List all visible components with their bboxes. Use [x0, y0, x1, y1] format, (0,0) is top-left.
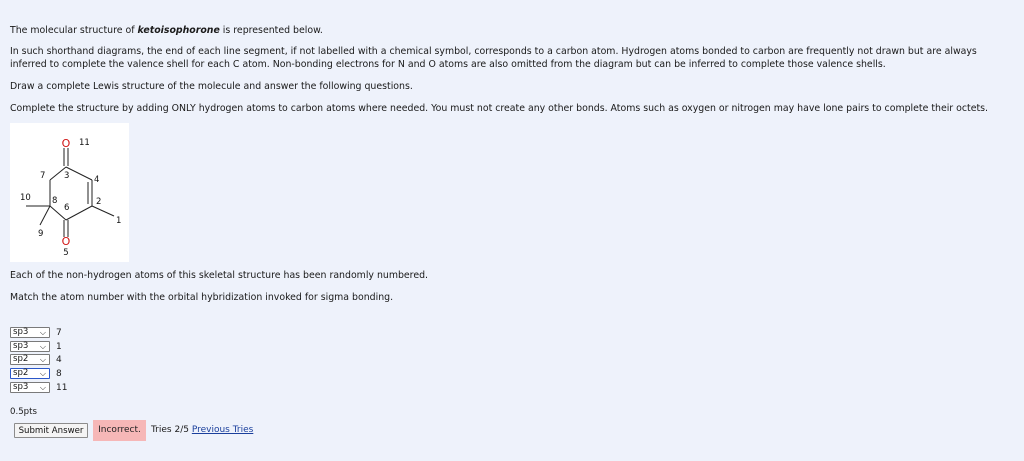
- molecule-svg: [10, 123, 129, 262]
- chevron-down-icon: ⌵: [39, 369, 46, 378]
- atom-label-8: 8: [52, 196, 58, 206]
- atom-number: 11: [56, 382, 68, 393]
- tries-count: Tries 2/5: [151, 425, 189, 435]
- atom-number: 4: [56, 354, 62, 365]
- match-instruction: Match the atom number with the orbital hybridization invoked for sigma bonding.: [10, 292, 394, 303]
- atom-label-9: 9: [38, 229, 44, 239]
- chevron-down-icon: ⌵: [39, 342, 46, 351]
- atom-number: 7: [56, 327, 62, 338]
- atom-label-10: 10: [20, 193, 31, 203]
- bond-c2-c6: [66, 206, 92, 220]
- chevron-down-icon: ⌵: [39, 383, 46, 392]
- hybridization-select[interactable]: [10, 354, 50, 365]
- atom-label-3: 3: [64, 171, 70, 181]
- points-label: 0.5pts: [10, 407, 37, 417]
- intro-prefix: The molecular structure of: [10, 25, 138, 36]
- atom-label-1: 1: [116, 216, 122, 226]
- atom-label-5: 5: [63, 248, 69, 258]
- previous-tries-link[interactable]: Previous Tries: [191, 425, 254, 435]
- atom-number: 1: [56, 341, 62, 352]
- molecule-name: ketoisophorone: [137, 25, 220, 36]
- submit-answer-button[interactable]: Submit Answer: [14, 423, 88, 438]
- chevron-down-icon: ⌵: [39, 328, 46, 337]
- hybridization-row: [10, 340, 62, 353]
- oxygen-5-symbol: O: [61, 235, 71, 248]
- complete-instruction: Complete the structure by adding ONLY hydrogen atoms to carbon atoms where needed. You must not create any other bonds. Atoms such as oxygen or nitrogen may have lone pairs to complete their octets.: [10, 103, 989, 114]
- atom-label-6: 6: [64, 203, 70, 213]
- select-value: sp3: [13, 382, 29, 392]
- hybridization-row: [10, 367, 62, 380]
- hybridization-select[interactable]: [10, 382, 50, 393]
- tries-info: [151, 425, 253, 435]
- select-value: sp2: [13, 354, 29, 364]
- hybridization-row: [10, 381, 67, 394]
- atom-number: 8: [56, 368, 62, 379]
- status-badge: Incorrect.: [93, 420, 146, 441]
- hybridization-select[interactable]: [10, 368, 50, 379]
- molecule-diagram: [10, 123, 129, 262]
- shorthand-explanation: In such shorthand diagrams, the end of each line segment, if not labelled with a chemical symbol, corresponds to a carbon atom. Hydrogen atoms bonded to carbon are frequently not drawn but are always inferred to complete the valence shell for each C atom. Non-bonding electrons for N and O atoms are also omitted from the diagram but can be inferred to complete those valence shells.: [10, 46, 977, 70]
- intro-suffix: is represented below.: [219, 25, 323, 36]
- bond-c3-c4: [66, 167, 92, 180]
- select-value: sp2: [13, 368, 29, 378]
- atom-label-11: 11: [79, 138, 90, 148]
- oxygen-11-symbol: O: [61, 137, 71, 150]
- atom-label-2: 2: [96, 197, 102, 207]
- atom-label-7: 7: [40, 171, 46, 181]
- hybridization-select[interactable]: [10, 327, 50, 338]
- numbered-note: Each of the non-hydrogen atoms of this skeletal structure has been randomly numbered.: [10, 270, 429, 281]
- select-value: sp3: [13, 341, 29, 351]
- lewis-instruction: Draw a complete Lewis structure of the molecule and answer the following questions.: [10, 81, 413, 92]
- hybridization-row: [10, 353, 62, 366]
- select-value: sp3: [13, 327, 29, 337]
- chevron-down-icon: ⌵: [39, 355, 46, 364]
- hybridization-row: [10, 326, 62, 339]
- intro-line: [10, 24, 323, 37]
- bond-c8-c9: [40, 206, 50, 225]
- atom-label-4: 4: [94, 175, 100, 185]
- bond-c2-c1: [92, 206, 114, 216]
- hybridization-select[interactable]: [10, 341, 50, 352]
